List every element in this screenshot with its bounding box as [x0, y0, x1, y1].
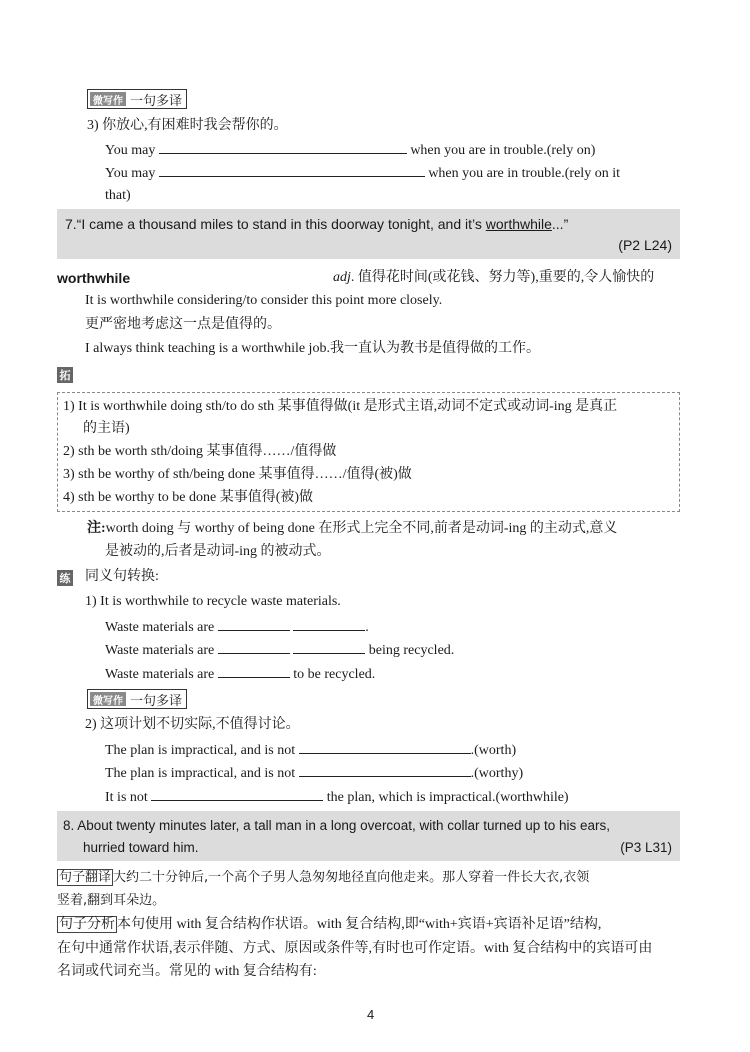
analysis-label: 句子分析 — [59, 917, 115, 932]
note-label: 注: — [87, 521, 106, 536]
page-number: 4 — [367, 1007, 375, 1022]
item7-bar — [57, 209, 680, 259]
analysis-line1: 句子分析 本句使用 with 复合结构作状语。with 复合结构,即“with+宾语+宾语补足语”结构, — [59, 917, 602, 932]
answer-blank[interactable] — [218, 616, 290, 631]
example-zh-1: 更严密地考虑这一点是值得的。 — [85, 317, 281, 332]
practice-ex1-prompt: 1) It is worthwhile to recycle waste materials. — [85, 594, 341, 609]
micro-writing-text: 一句多译 — [130, 93, 183, 109]
ex3-line3: that) — [105, 188, 131, 203]
micro-writing-label: 微写作 — [90, 692, 126, 706]
practice-row3: Waste materials are to be recycled. — [105, 663, 375, 685]
expand-item-4: 4) sth be worthy to be done 某事值得(被)做 — [63, 490, 314, 505]
ex3-line1: You may when you are in trouble.(rely on) — [105, 139, 595, 161]
headword: worthwhile — [57, 270, 131, 286]
translation-label: 句子翻译 — [59, 870, 112, 885]
practice-row1: Waste materials are . — [105, 616, 369, 638]
ex3-prompt: 3) 你放心,有困难时我会帮你的。 — [87, 118, 288, 133]
expand-item-1-cont: 的主语) — [83, 421, 130, 436]
translation-line2: 竖着,翻到耳朵边。 — [57, 893, 166, 908]
ex3-line2: You may when you are in trouble.(rely on it — [105, 162, 620, 184]
note-line2: 是被动的,后者是动词-ing 的被动式。 — [105, 544, 331, 559]
micro-writing-tag — [87, 89, 187, 109]
item7-sentence: 7.“I came a thousand miles to stand in this doorway tonight, and it’s worthwhile...” — [65, 216, 569, 232]
practice-s1: The plan is impractical, and is not .(worth) — [105, 739, 516, 761]
expand-icon: 拓 — [57, 367, 73, 383]
expand-item-3: 3) sth be worthy of sth/being done 某事值得……/值得(被)做 — [63, 467, 412, 482]
answer-blank[interactable] — [159, 162, 425, 177]
answer-blank[interactable] — [218, 639, 290, 654]
item7-ref: (P2 L24) — [618, 237, 672, 253]
answer-blank[interactable] — [293, 639, 365, 654]
practice-icon: 练 — [57, 570, 73, 586]
micro-writing-tag-2 — [87, 689, 187, 709]
practice-row2: Waste materials are being recycled. — [105, 639, 454, 661]
item8-line1: 8. About twenty minutes later, a tall man in a long overcoat, with collar turned up to his ears, — [63, 818, 611, 833]
note-line1: 注:worth doing 与 worthy of being done 在形式上完全不同,前者是动词-ing 的主动式,意义 — [87, 521, 618, 536]
practice-ex2-prompt: 2) 这项计划不切实际,不值得讨论。 — [85, 717, 300, 732]
analysis-line3: 名词或代词充当。常见的 with 复合结构有: — [57, 964, 317, 979]
practice-s2: The plan is impractical, and is not .(worthy) — [105, 762, 523, 784]
answer-blank[interactable] — [293, 616, 365, 631]
answer-blank[interactable] — [218, 663, 290, 678]
item8-line2: hurried toward him. — [83, 840, 199, 855]
answer-blank[interactable] — [151, 786, 323, 801]
analysis-line2: 在句中通常作状语,表示伴随、方式、原因或条件等,有时也可作定语。with 复合结构中的宾语可由 — [57, 941, 653, 956]
answer-blank[interactable] — [299, 762, 471, 777]
micro-writing-label: 微写作 — [90, 92, 126, 106]
micro-writing-text: 一句多译 — [130, 693, 183, 709]
example-2: I always think teaching is a worthwhile job.我一直认为教书是值得做的工作。 — [85, 341, 540, 356]
expand-item-1: 1) It is worthwhile doing sth/to do sth 某事值得做(it 是形式主语,动词不定式或动词-ing 是真正 — [63, 399, 618, 414]
item7-keyword: worthwhile — [485, 216, 552, 232]
item8-bar — [57, 811, 680, 861]
practice-s3: It is not the plan, which is impractical.(worthwhile) — [105, 786, 569, 808]
translation-line1: 句子翻译 大约二十分钟后,一个高个子男人急匆匆地径直向他走来。那人穿着一件长大衣,衣领 — [59, 870, 590, 885]
answer-blank[interactable] — [159, 139, 407, 154]
headword-definition: adj. 值得花时间(或花钱、努力等),重要的,令人愉快的 — [333, 270, 655, 285]
example-en-1: It is worthwhile considering/to consider this point more closely. — [85, 293, 443, 308]
expand-item-2: 2) sth be worth sth/doing 某事值得……/值得做 — [63, 444, 337, 459]
item8-ref: (P3 L31) — [620, 840, 672, 855]
practice-title: 同义句转换: — [85, 569, 159, 584]
answer-blank[interactable] — [299, 739, 471, 754]
